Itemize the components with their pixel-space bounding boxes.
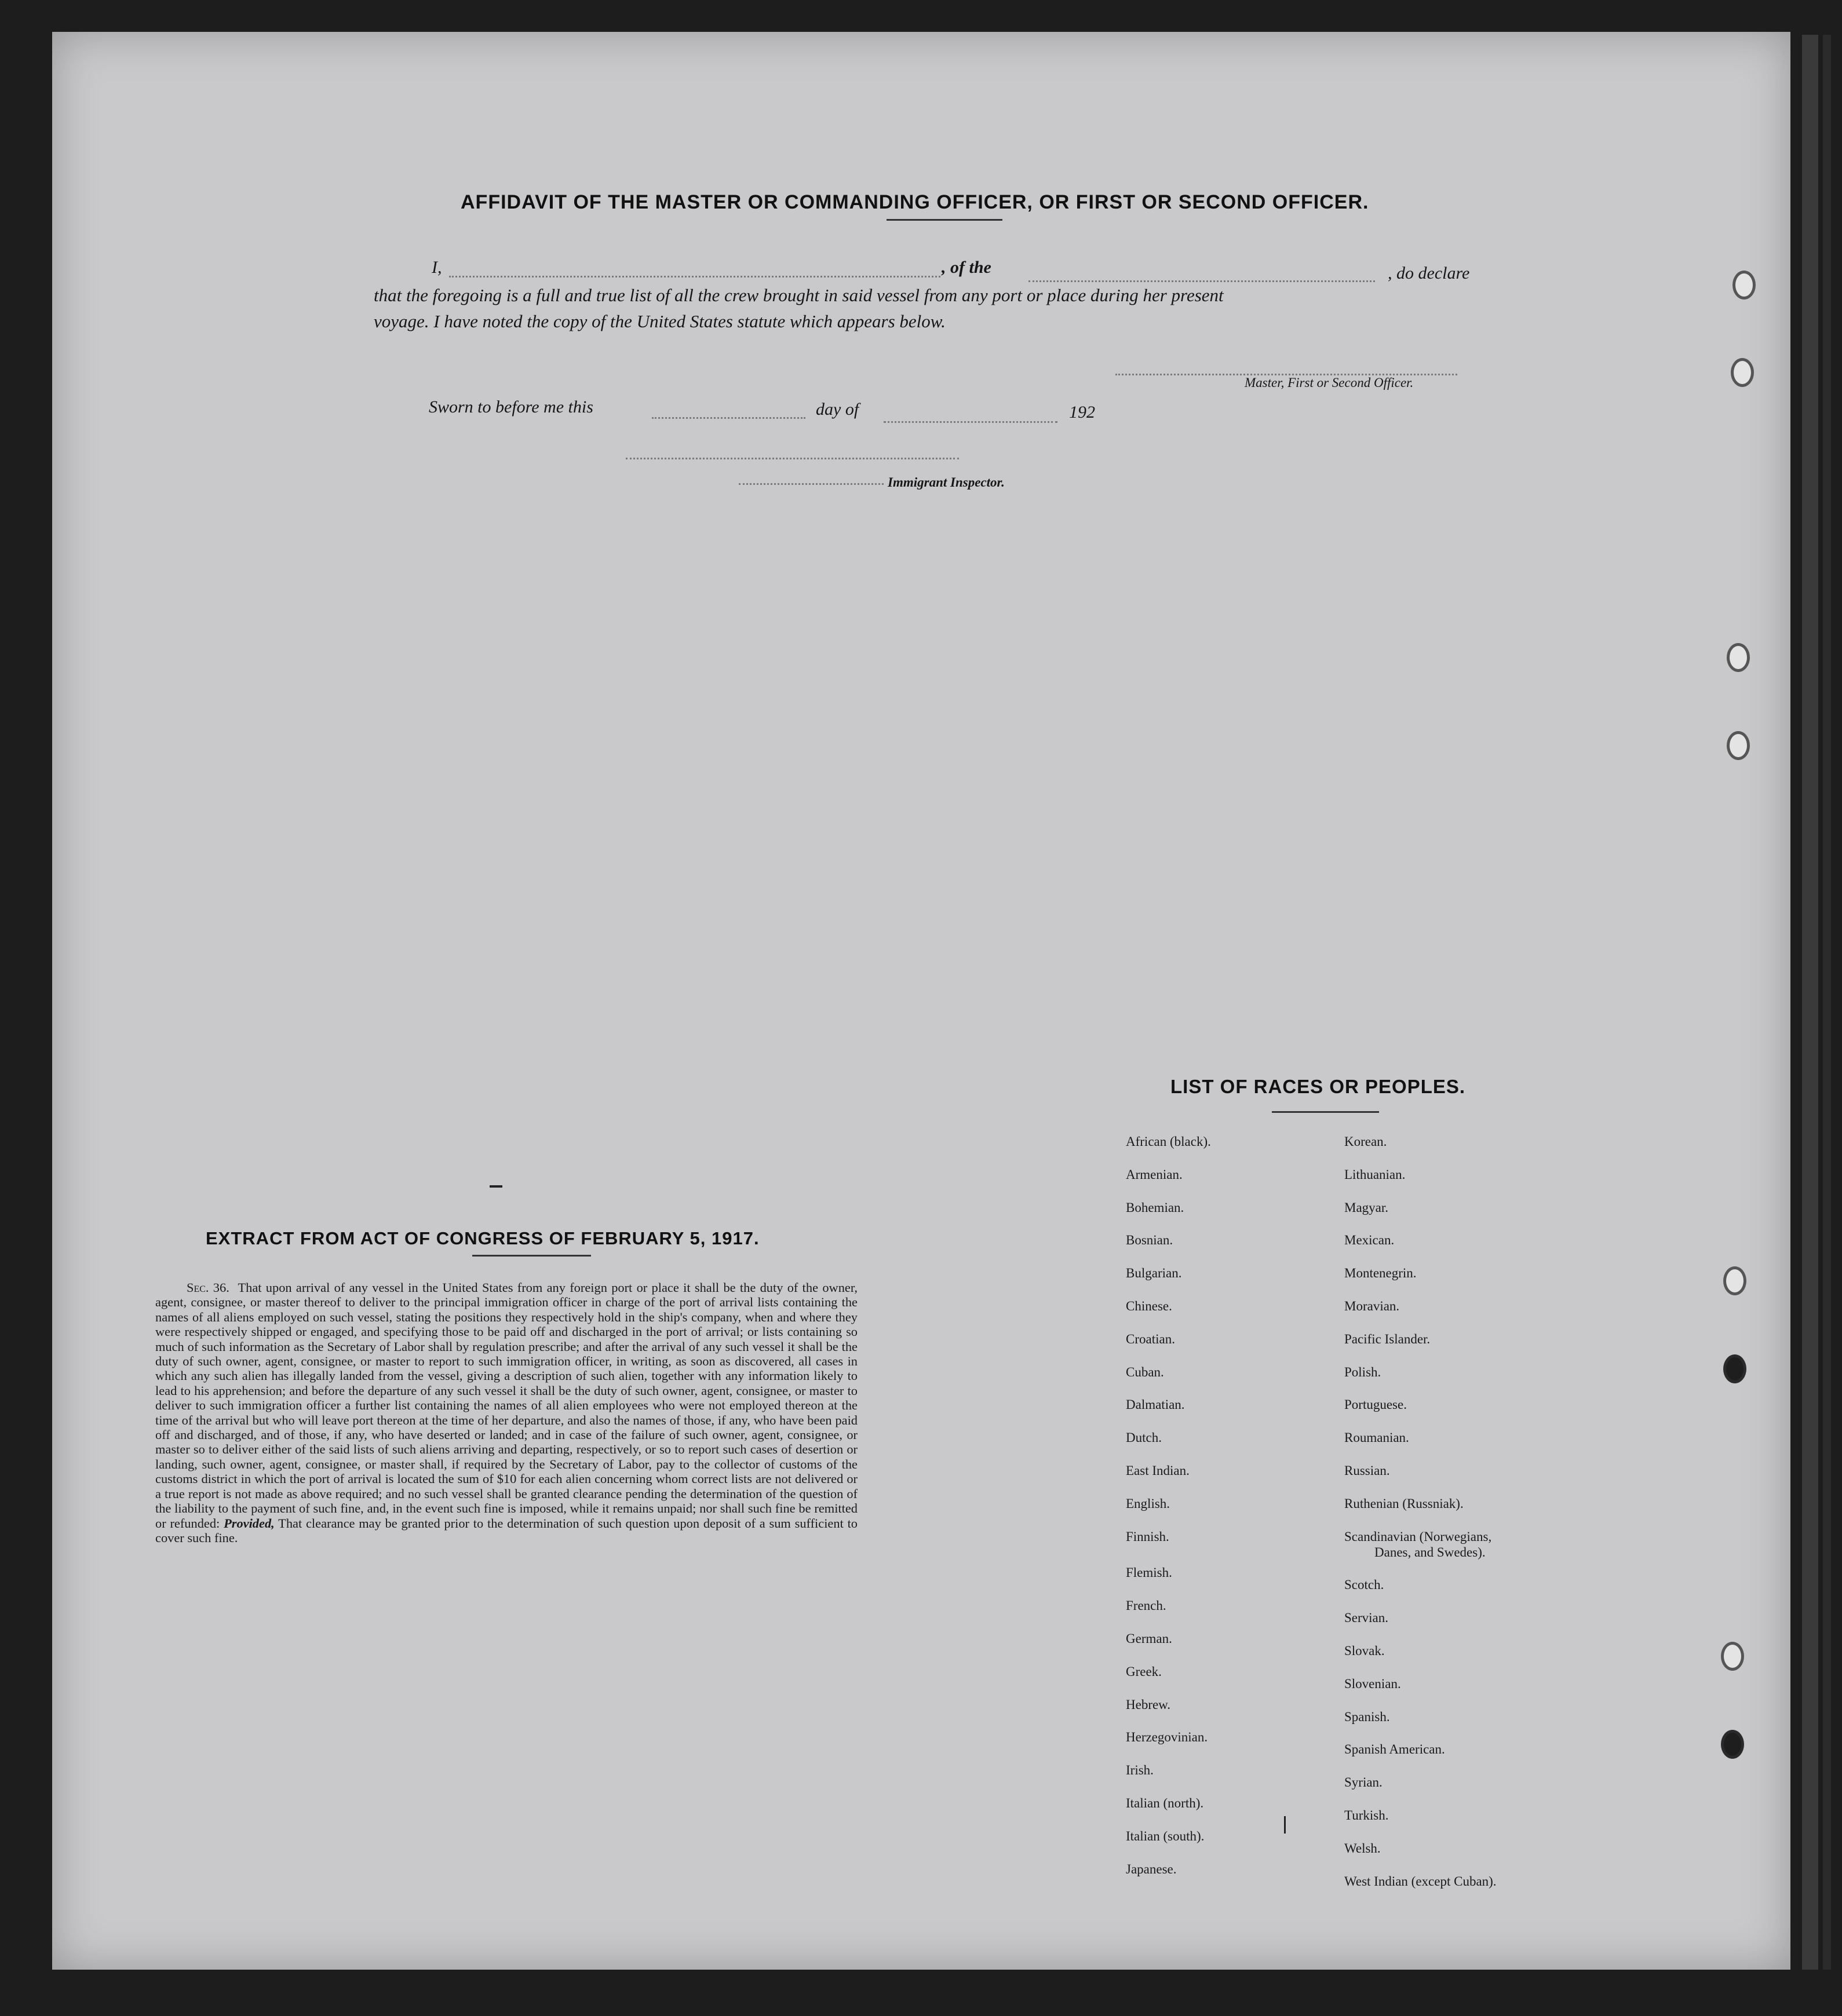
race-item: Greek. (1126, 1664, 1162, 1679)
races-right-column (1344, 1134, 1553, 1887)
punch-hole (1723, 1266, 1746, 1295)
race-item: Italian (north). (1126, 1796, 1204, 1810)
race-item: Magyar. (1344, 1200, 1389, 1215)
master-caption: Master, First or Second Officer. (1245, 375, 1414, 390)
race-item: Scandinavian (Norwegians, (1344, 1529, 1492, 1544)
race-item: English. (1126, 1496, 1170, 1511)
race-item: French. (1126, 1598, 1166, 1613)
race-item: Japanese. (1126, 1861, 1177, 1876)
race-item: Dalmatian. (1126, 1397, 1185, 1412)
race-item: Italian (south). (1126, 1828, 1205, 1843)
section-label: Sec. 36. (187, 1280, 229, 1295)
race-item: Hebrew. (1126, 1697, 1171, 1712)
race-item: Slovak. (1344, 1644, 1385, 1658)
race-item: Armenian. (1126, 1167, 1183, 1182)
race-item: Bosnian. (1126, 1233, 1173, 1248)
inspector-caption: Immigrant Inspector. (888, 475, 1005, 490)
race-item: Korean. (1344, 1134, 1387, 1149)
race-item: West Indian (except Cuban). (1344, 1873, 1497, 1889)
race-item: Scotch. (1344, 1577, 1384, 1593)
race-item: German. (1126, 1631, 1172, 1646)
vessel-name-line[interactable] (1028, 280, 1375, 282)
extract-body (155, 1280, 858, 1545)
races-title: LIST OF RACES OR PEOPLES. (1170, 1076, 1466, 1097)
race-item: Bulgarian. (1126, 1266, 1182, 1281)
race-item: Welsh. (1344, 1840, 1381, 1856)
race-item: Lithuanian. (1344, 1167, 1406, 1182)
affidavit-of-the: , of the (942, 258, 991, 277)
affidavit-line-1: that the foregoing is a full and true list of all the crew brought in said vessel from any port or place during her present (374, 285, 1224, 305)
sworn-label: Sworn to before me this (429, 397, 593, 417)
punch-hole (1731, 358, 1754, 387)
page-edge-strip-2 (1823, 35, 1831, 1970)
stray-mark (490, 1185, 502, 1188)
sworn-month-line[interactable] (884, 421, 1057, 423)
punch-hole (1721, 1730, 1744, 1759)
affidavit-i-label: I, (432, 258, 442, 277)
race-item: Flemish. (1126, 1565, 1172, 1580)
year-label: 192 (1069, 403, 1095, 422)
race-item: Mexican. (1344, 1233, 1395, 1248)
extract-text-part1: That upon arrival of any vessel in the United States from any foreign port or place it shall be the duty of the owner, agent, consignee, or master thereof to deliver to the principal immigration officer in charge of the port of arrival lists containing the names of all aliens employed on such vessel, stating the positions they respectively hold in the ship's company, when and where they were respectively shipped or engaged, and specifying those to be paid off and discharged in the port of arrival; or lists containing so much of such information as the Secretary of Labor shall by regulation prescribe; and after the arrival of any such vessel it shall be the duty of such owner, agent, consignee, or master to report to such immigration officer, in writing, as soon as discovered, all cases in which any such alien has illegally landed from the vessel, giving a description of such alien, together with any information likely to lead to his apprehension; and before the departure of any such vessel it shall be the duty of such owner, agent, consignee, or master to deliver to such immigration officer a further list containing the names of all alien employees who were not employed thereon at the time of the arrival but who will leave port thereon at the time of her departure, and also the names of those, if any, who have been paid off and discharged, and of those, if any, who have deserted or landed; and in case of the failure of such owner, agent, consignee, or master so to deliver either of the said lists of such aliens arriving and departing, respectively, or so to report such cases of desertion or landing, such owner, agent, consignee, or master shall, if required by the Secretary of Labor, pay to the collector of customs of the customs district in which the port of arrival is located the sum of $10 for each alien concerning whom correct lists are not delivered or a true report is not made as above required; and no such vessel shall be granted clearance pending the determination of the question of the liability to the payment of such fine, and, in the event such fine is imposed, while it remains unpaid; nor shall such fine be remitted or refunded: (155, 1280, 858, 1531)
affidavit-do-declare: , do declare (1388, 264, 1470, 283)
race-item: Finnish. (1126, 1529, 1169, 1544)
race-item: Roumanian. (1344, 1430, 1409, 1445)
stray-mark (1284, 1816, 1286, 1834)
race-item: Turkish. (1344, 1808, 1389, 1823)
affidavit-title-rule (887, 219, 1002, 221)
punch-hole (1727, 731, 1750, 760)
day-of-label: day of (816, 400, 859, 419)
race-item: Pacific Islander. (1344, 1331, 1431, 1346)
race-item: Montenegrin. (1344, 1266, 1417, 1281)
race-item: Syrian. (1344, 1775, 1383, 1790)
race-item: Irish. (1126, 1763, 1154, 1778)
race-item: Croatian. (1126, 1331, 1175, 1346)
race-item: Portuguese. (1344, 1397, 1407, 1412)
race-item: African (black). (1126, 1134, 1211, 1149)
extract-text-part2: That clearance may be granted prior to the determination of such question upon deposit of a sum sufficient to cover such fine. (155, 1515, 858, 1545)
race-item: Dutch. (1126, 1430, 1162, 1445)
sworn-day-line[interactable] (652, 417, 805, 419)
race-item: Herzegovinian. (1126, 1730, 1208, 1745)
races-left-column (1126, 1134, 1300, 1887)
race-item: Cuban. (1126, 1364, 1164, 1379)
race-item: Spanish American. (1344, 1742, 1445, 1757)
race-item: Moravian. (1344, 1299, 1400, 1313)
extract-title-rule (472, 1255, 591, 1257)
race-item: Polish. (1344, 1364, 1381, 1379)
races-title-rule (1272, 1111, 1379, 1113)
inspector-signature-line[interactable] (739, 483, 884, 485)
punch-hole (1723, 1354, 1746, 1383)
extract-title: EXTRACT FROM ACT OF CONGRESS OF FEBRUARY 5, 1917. (206, 1228, 760, 1248)
race-item: Slovenian. (1344, 1676, 1401, 1691)
race-item: East Indian. (1126, 1463, 1190, 1478)
race-item: Spanish. (1344, 1709, 1390, 1724)
page-edge-strip (1802, 35, 1818, 1970)
race-item: Ruthenian (Russniak). (1344, 1496, 1464, 1511)
master-name-line[interactable] (449, 276, 940, 277)
race-item: Bohemian. (1126, 1200, 1184, 1215)
race-item: Servian. (1344, 1610, 1389, 1626)
race-item: Danes, and Swedes). (1374, 1544, 1486, 1560)
punch-hole (1732, 271, 1756, 300)
provided-label: Provided, (224, 1515, 275, 1531)
inspector-upper-line[interactable] (626, 458, 959, 459)
affidavit-title: AFFIDAVIT OF THE MASTER OR COMMANDING OFFICER, OR FIRST OR SECOND OFFICER. (461, 191, 1369, 213)
punch-hole (1721, 1642, 1744, 1671)
race-item: Russian. (1344, 1463, 1390, 1478)
affidavit-line-2: voyage. I have noted the copy of the United States statute which appears below. (374, 311, 946, 331)
race-item: Chinese. (1126, 1299, 1172, 1313)
punch-hole (1727, 643, 1750, 672)
